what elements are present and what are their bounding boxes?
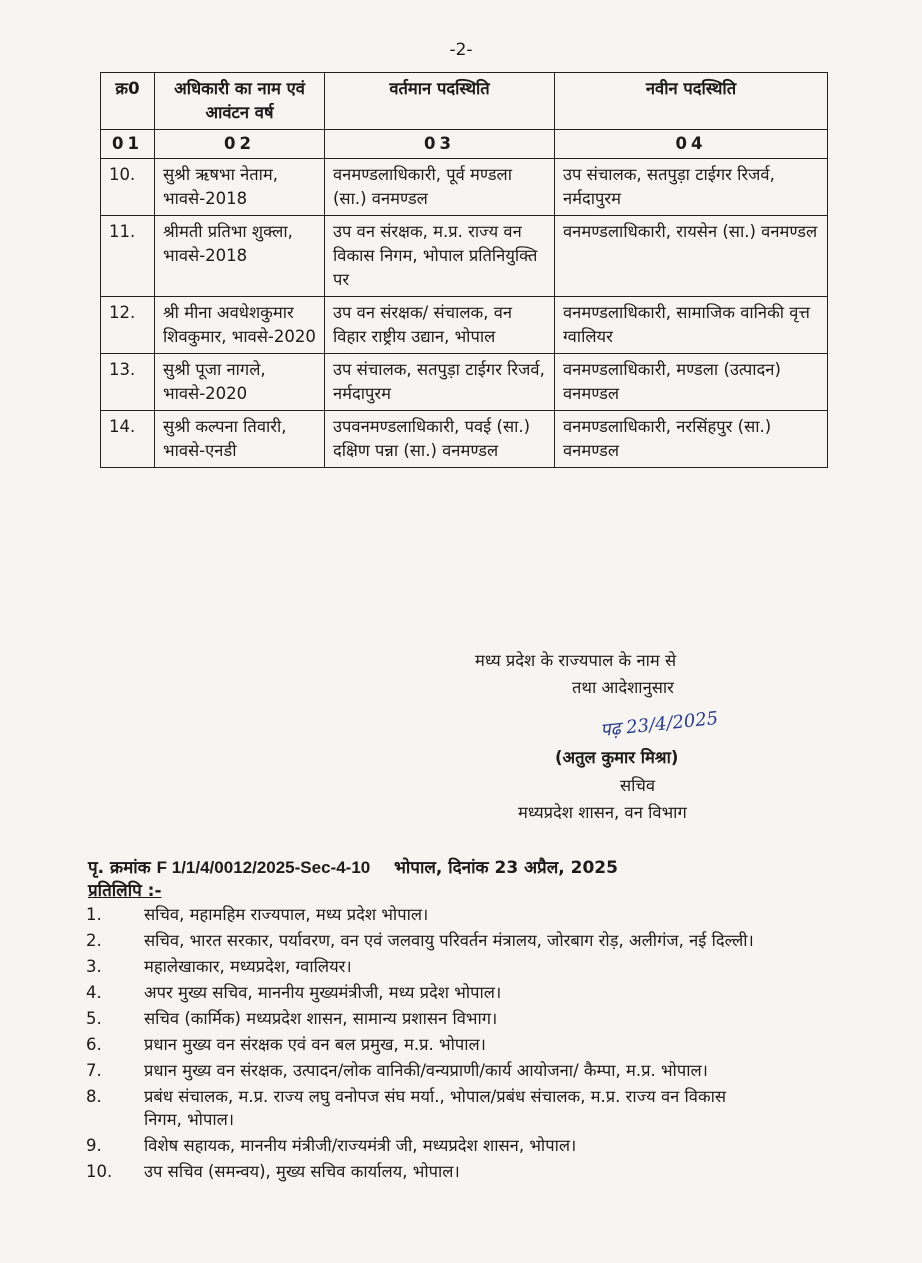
row-name: श्री मीना अवधेशकुमार शिवकुमार, भावसे-2020 xyxy=(155,297,325,354)
row-current: उपवनमण्डलाधिकारी, पवई (सा.) दक्षिण पन्ना (सा.) वनमण्डल xyxy=(325,411,555,468)
row-name: सुश्री ऋषभा नेताम, भावसे-2018 xyxy=(155,159,325,216)
list-item: 2. सचिव, भारत सरकार, पर्यावरण, वन एवं जलवायु परिवर्तन मंत्रालय, जोरबाग रोड़, अलीगंज, नई दिल्ली। xyxy=(86,931,754,950)
page-number: -2- xyxy=(449,40,473,60)
signatory-department: मध्यप्रदेश शासन, वन विभाग xyxy=(518,803,687,822)
signature-line-2: तथा आदेशानुसार xyxy=(572,678,674,697)
list-item: 4. अपर मुख्य सचिव, माननीय मुख्यमंत्रीजी, मध्य प्रदेश भोपाल। xyxy=(86,983,502,1002)
row-new: वनमण्डलाधिकारी, मण्डला (उत्पादन) वनमण्डल xyxy=(555,354,828,411)
list-item: 1. सचिव, महामहिम राज्यपाल, मध्य प्रदेश भोपाल। xyxy=(86,905,429,924)
row-sno: 10. xyxy=(101,159,155,216)
list-item: 3. महालेखाकार, मध्यप्रदेश, ग्वालियर। xyxy=(86,957,352,976)
reference-prefix: पृ. क्रमांक xyxy=(88,858,151,878)
row-name: श्रीमती प्रतिभा शुक्ला, भावसे-2018 xyxy=(155,216,325,297)
signatory-designation: सचिव xyxy=(620,776,656,795)
row-new: उप संचालक, सतपुड़ा टाईगर रिजर्व, नर्मदापुरम xyxy=(555,159,828,216)
row-new: वनमण्डलाधिकारी, नरसिंहपुर (सा.) वनमण्डल xyxy=(555,411,828,468)
row-current: उप वन संरक्षक/ संचालक, वन विहार राष्ट्रीय उद्यान, भोपाल xyxy=(325,297,555,354)
list-item: 9. विशेष सहायक, माननीय मंत्रीजी/राज्यमंत्री जी, मध्यप्रदेश शासन, भोपाल। xyxy=(86,1136,577,1155)
list-item: 7. प्रधान मुख्य वन संरक्षक, उत्पादन/लोक वानिकी/वन्यप्राणी/कार्य आयोजना/ कैम्पा, म.प्र. भोपाल। xyxy=(86,1061,708,1080)
signatory-name: (अतुल कुमार मिश्रा) xyxy=(555,748,679,767)
row-sno: 11. xyxy=(101,216,155,297)
row-new: वनमण्डलाधिकारी, रायसेन (सा.) वनमण्डल xyxy=(555,216,828,297)
table-row xyxy=(101,411,828,468)
header-name: अधिकारी का नाम एवं आवंटन वर्ष xyxy=(155,73,325,130)
table-row xyxy=(101,297,828,354)
reference-place-date: भोपाल, दिनांक 23 अप्रैल, 2025 xyxy=(393,858,618,878)
row-current: उप संचालक, सतपुड़ा टाईगर रिजर्व, नर्मदापुरम xyxy=(325,354,555,411)
code-cell: 03 xyxy=(325,130,555,159)
row-current: वनमण्डलाधिकारी, पूर्व मण्डला (सा.) वनमण्डल xyxy=(325,159,555,216)
code-cell: 01 xyxy=(101,130,155,159)
row-sno: 13. xyxy=(101,354,155,411)
list-item: 5. सचिव (कार्मिक) मध्यप्रदेश शासन, सामान्य प्रशासन विभाग। xyxy=(86,1009,498,1028)
row-current: उप वन संरक्षक, म.प्र. राज्य वन विकास निगम, भोपाल प्रतिनियुक्ति पर xyxy=(325,216,555,297)
reference-number: F 1/1/4/0012/2025-Sec-4-10 xyxy=(156,858,371,877)
signature-line-1: मध्य प्रदेश के राज्यपाल के नाम से xyxy=(475,651,677,670)
header-current: वर्तमान पदस्थिति xyxy=(325,73,555,130)
table-header-row xyxy=(101,73,828,130)
copy-heading: प्रतिलिपि :- xyxy=(88,881,162,901)
code-cell: 02 xyxy=(155,130,325,159)
code-cell: 04 xyxy=(555,130,828,159)
list-item: 10. उप सचिव (समन्वय), मुख्य सचिव कार्यालय, भोपाल। xyxy=(86,1162,460,1181)
list-item: 8. प्रबंध संचालक, म.प्र. राज्य लघु वनोपज संघ मर्या., भोपाल/प्रबंध संचालक, म.प्र. राज्य वन विकास निगम, भोपाल। xyxy=(86,1087,727,1129)
row-sno: 12. xyxy=(101,297,155,354)
copy-list xyxy=(86,903,766,1186)
table-row xyxy=(101,159,828,216)
handwritten-signature: पढ़ 23/4/2025 xyxy=(599,707,720,742)
row-new: वनमण्डलाधिकारी, सामाजिक वानिकी वृत्त ग्वालियर xyxy=(555,297,828,354)
table-row xyxy=(101,216,828,297)
header-new: नवीन पदस्थिति xyxy=(555,73,828,130)
row-name: सुश्री कल्पना तिवारी, भावसे-एनडी xyxy=(155,411,325,468)
list-item: 6. प्रधान मुख्य वन संरक्षक एवं वन बल प्रमुख, म.प्र. भोपाल। xyxy=(86,1035,486,1054)
table-row xyxy=(101,354,828,411)
reference-line xyxy=(88,855,618,878)
header-sno: क्र0 xyxy=(101,73,155,130)
row-name: सुश्री पूजा नागले, भावसे-2020 xyxy=(155,354,325,411)
row-sno: 14. xyxy=(101,411,155,468)
table-code-row xyxy=(101,130,828,159)
posting-table xyxy=(100,72,828,468)
